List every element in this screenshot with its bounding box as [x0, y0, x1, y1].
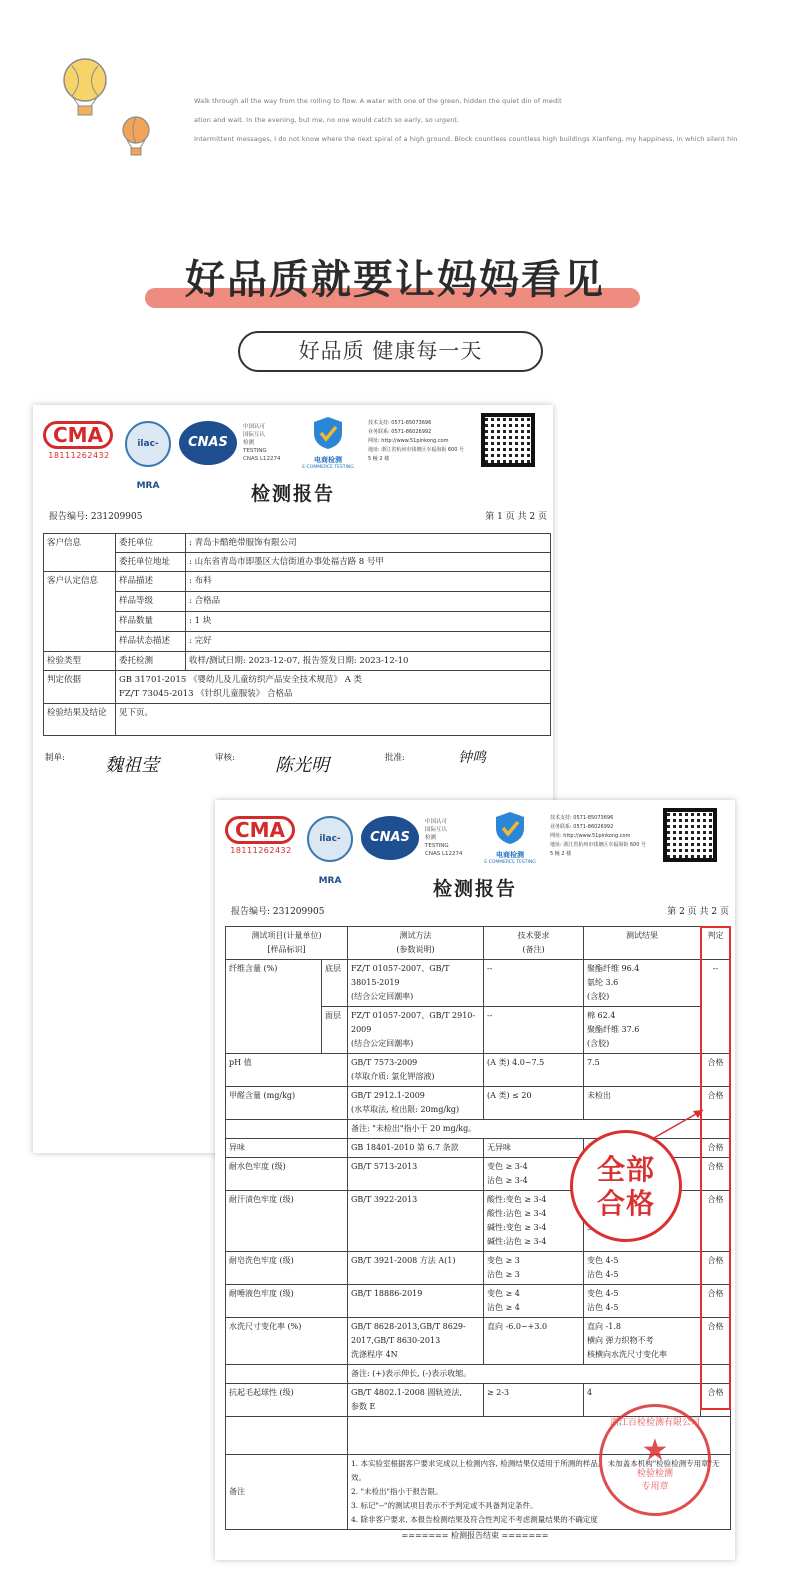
cert-line: TESTING [243, 448, 267, 454]
contact-line: 5 幢 2 楼 [368, 456, 390, 462]
header-result: 测试结果 [584, 927, 701, 960]
contact-line: 地址: 浙江省杭州市钱塘区幸福海街 600 号 [550, 842, 646, 848]
row-method: FZ/T 01057-2007、GB/T 2910-2009 (结合公定回潮率) [348, 1007, 484, 1054]
row-req: 直向 -6.0~+3.0 [484, 1318, 584, 1365]
cell-value: : 青岛卡酷绝带服饰有限公司 [186, 534, 551, 553]
contact-line: 技术支持: 0571-85073696 [368, 420, 432, 426]
shield-check-icon [311, 415, 345, 451]
badge-line: 全部 [596, 1153, 655, 1186]
ilac-mra-logo: ilac-MRA [307, 816, 353, 862]
row-note: 备注: "未检出"指小于 20 mg/kg。 [348, 1120, 701, 1139]
cell-value: 见下页。 [116, 704, 551, 736]
cell-label: 委托单位地址 [116, 553, 186, 572]
cert-line: CNAS L12274 [243, 456, 281, 462]
page-number: 第 2 页 共 2 页 [667, 907, 729, 917]
row-item: 耐唾液色牢度 (级) [226, 1285, 348, 1318]
cell-label: 检验类型 [44, 652, 116, 671]
cma-logo-text: CMA [225, 816, 295, 844]
approve-signature: 钟鸣 [458, 750, 486, 766]
row-req: 变色 ≥ 3-4 沾色 ≥ 3-4 [484, 1158, 584, 1191]
all-pass-badge [570, 1130, 682, 1242]
contact-info [550, 814, 646, 859]
report-number: 报告编号: 231209905 [231, 907, 325, 917]
contact-line: 网址: http://www.51pinkong.com [368, 438, 449, 444]
header-requirement: 技术要求 (备注) [484, 927, 584, 960]
shield-check-icon [493, 810, 527, 846]
cell-label: 样品描述 [116, 572, 186, 592]
cnas-logo: CNAS [179, 421, 237, 465]
sample-state: 完好 [194, 636, 212, 646]
row-result: 直向 -1.8 横向 弹力织物不考 核横向水洗尺寸变化率 [584, 1318, 701, 1365]
contact-line: 业务联系: 0571-86026992 [550, 824, 614, 830]
row-item: 耐水色牢度 (级) [226, 1158, 348, 1191]
cell-value: : 山东省青岛市即墨区大信街道办事处福吉路 8 号甲 [186, 553, 551, 572]
note-line: 1. 本实验室根据客户要求完成以上检测内容, 检测结果仅适用于所测的样品。 未加盖本机构"检验检测专用章"无效。 [351, 1459, 720, 1482]
row-judge: 合格 [701, 1191, 731, 1252]
row-method: GB/T 2912.1-2009 (水萃取法, 检出限: 20mg/kg) [348, 1087, 484, 1120]
ilac-mra-logo: ilac-MRA [125, 421, 171, 467]
logo-row [225, 808, 725, 886]
row-judge: 合格 [701, 1054, 731, 1087]
row-req: (A 类) 4.0~7.5 [484, 1054, 584, 1087]
slogan-pill: 好品质 健康每一天 [238, 331, 543, 372]
row-item: 异味 [226, 1139, 348, 1158]
cell-value [116, 671, 551, 704]
intro-paragraph [194, 92, 754, 149]
row-item: 纤维含量 (%) [226, 960, 322, 1054]
logo-row [43, 413, 543, 491]
cert-line: 中国认可 [243, 424, 266, 430]
header-item: 测试项目(计量单位) [样品标识] [226, 927, 348, 960]
cma-number: 18111262432 [48, 451, 110, 460]
contact-info [368, 419, 464, 464]
notes-label-cell [226, 1417, 348, 1455]
note-line: 4. 除非客户要求, 本报告检测结果及符合性判定不考虑测量结果的不确定度 [351, 1515, 598, 1524]
row-item [226, 1120, 348, 1139]
headline-block [0, 248, 790, 318]
row-method: GB 18401-2010 第 6.7 条款 [348, 1139, 484, 1158]
shield-sub: E-COMMERCE TESTING [302, 465, 354, 470]
maker-signature: 魏祖莹 [105, 755, 159, 776]
report-title: 检测报告 [250, 483, 335, 505]
table-row [226, 1054, 731, 1087]
seal-ring-text: 浙江百检检测有限公司 [609, 1418, 700, 1428]
cnas-logo: CNAS [361, 816, 419, 860]
client-unit: 青岛卡酷绝带服饰有限公司 [194, 538, 297, 548]
row-req: 酸性:变色 ≥ 3-4 酸性:沾色 ≥ 3-4 碱性:变色 ≥ 3-4 碱性:沾色 ≥ 3-4 [484, 1191, 584, 1252]
cma-logo-text: CMA [43, 421, 113, 449]
row-result: 未检出 [584, 1087, 701, 1120]
row-result: 7.5 [584, 1054, 701, 1087]
cell-value: : 1 块 [186, 612, 551, 632]
row-req: 无异味 [484, 1139, 584, 1158]
intro-line: Intermittent messages, I do not know where the next spiral of a high ground. Block countless countless high buildings Xianfeng, my happiness, in which silent hin [194, 135, 738, 143]
contact-line: 地址: 浙江省杭州市钱塘区幸福海街 600 号 [368, 447, 464, 453]
row-req: (A 类) ≤ 20 [484, 1087, 584, 1120]
report-info-table [43, 533, 551, 736]
basis-line: GB 31701-2015 《婴幼儿及儿童纺织产品安全技术规范》 A 类 [119, 675, 363, 685]
cell-value: : 合格品 [186, 592, 551, 612]
signature-row [43, 743, 543, 776]
row-item: 耐皂洗色牢度 (级) [226, 1252, 348, 1285]
cell-value: : 布料 [186, 572, 551, 592]
row-req: 变色 ≥ 4 沾色 ≥ 4 [484, 1285, 584, 1318]
row-item: 水洗尺寸变化率 (%) [226, 1318, 348, 1365]
report-title: 检测报告 [432, 878, 517, 900]
intro-line: ation and wait. In the evening, but me, no one would catch so early, so urgent. [194, 116, 460, 124]
row-method: GB/T 3921-2008 方法 A(1) [348, 1252, 484, 1285]
cell-label: 检验结果及结论 [44, 704, 116, 736]
row-item [226, 1365, 348, 1384]
note-line: 2. "未检出"指小于报告限。 [351, 1487, 443, 1496]
badge-line: 合格 [596, 1187, 655, 1220]
cell-label: 样品数量 [116, 612, 186, 632]
row-item: 耐汗渍色牢度 (级) [226, 1191, 348, 1252]
qr-code-icon [663, 808, 717, 862]
sample-grade: 合格品 [194, 596, 221, 606]
shield-sub: E-COMMERCE TESTING [484, 860, 536, 865]
headline: 好品质就要让妈妈看见 [185, 257, 605, 303]
cell-label: 样品状态描述 [116, 632, 186, 652]
cert-line: 检测 [425, 835, 437, 841]
table-row [226, 1318, 731, 1365]
header-method: 测试方法 (参数说明) [348, 927, 484, 960]
row-note: 备注: (+)表示伸长, (-)表示收缩。 [348, 1365, 701, 1384]
row-result: 棉 62.4 聚酯纤维 37.6 (含胶) [584, 1007, 701, 1054]
row-judge: 合格 [701, 1318, 731, 1365]
cma-logo [43, 421, 115, 461]
cell-label: 客户认定信息 [44, 572, 116, 652]
sample-desc: 布料 [194, 576, 212, 586]
row-method: GB/T 8628-2013,GB/T 8629-2017,GB/T 8630-2013 洗涤程序 4N [348, 1318, 484, 1365]
row-judge: 合格 [701, 1384, 731, 1417]
basis-line: FZ/T 73045-2013 《针织儿童服装》 合格品 [119, 689, 293, 699]
row-judge: 合格 [701, 1285, 731, 1318]
intro-line: Walk through all the way from the rolling to flow. A water with one of the green, hidden the quiet din of medit [194, 97, 562, 105]
row-result: 变色 4-5 沾色 4-5 [584, 1252, 701, 1285]
ecommerce-testing-logo [480, 810, 540, 866]
table-row [226, 1365, 731, 1384]
header-judge: 判定 [701, 927, 731, 960]
row-sublabel: 底层 [322, 960, 348, 1007]
balloon-large-icon [60, 58, 110, 120]
shield-label: 电商检测 [314, 456, 342, 464]
cell-label: 样品等级 [116, 592, 186, 612]
note-line: 3. 标记"--"的测试项目表示不予判定或不具备判定条件。 [351, 1501, 538, 1510]
row-method: GB/T 18886-2019 [348, 1285, 484, 1318]
report-page-2 [215, 800, 735, 1560]
row-method: GB/T 7573-2009 (萃取介质: 氯化钾溶液) [348, 1054, 484, 1087]
row-requirement: -- [484, 960, 584, 1007]
page-number: 第 1 页 共 2 页 [485, 512, 547, 522]
row-judge: 合格 [701, 1139, 731, 1158]
cert-line: 国际互认 [243, 432, 266, 438]
cell-label: 客户信息 [44, 534, 116, 572]
star-icon: ★ [641, 1433, 669, 1468]
review-signature: 陈光明 [275, 755, 329, 776]
seal-center-text: 检验检测 专用章 [636, 1469, 673, 1492]
row-result: 聚酯纤维 96.4 氨纶 3.6 (含胶) [584, 960, 701, 1007]
row-method: GB/T 5713-2013 [348, 1158, 484, 1191]
official-seal [599, 1404, 711, 1516]
client-address: 山东省青岛市即墨区大信街道办事处福吉路 8 号甲 [194, 557, 384, 567]
row-judge: 合格 [701, 1158, 731, 1191]
notes-label: 备注 [226, 1455, 348, 1530]
shield-label: 电商检测 [496, 851, 524, 859]
cell-value: : 完好 [186, 632, 551, 652]
row-item: 抗起毛起球性 (级) [226, 1384, 348, 1417]
row-sublabel: 面层 [322, 1007, 348, 1054]
row-judge: 合格 [701, 1252, 731, 1285]
review-label: 审核: [215, 753, 235, 763]
row-method: GB/T 4802.1-2008 圆轨迹法, 参数 E [348, 1384, 484, 1417]
ecommerce-testing-logo [298, 415, 358, 471]
cert-line: TESTING [425, 843, 449, 849]
cert-text [425, 818, 463, 858]
contact-line: 业务联系: 0571-86026992 [368, 429, 432, 435]
report-number: 报告编号: 231209905 [49, 512, 143, 522]
cert-line: CNAS L12274 [425, 851, 463, 857]
row-result: 变色 4-5 沾色 4-5 [584, 1285, 701, 1318]
row-method: GB/T 3922-2013 [348, 1191, 484, 1252]
sample-qty: 1 块 [194, 616, 212, 626]
cert-line: 中国认可 [425, 819, 448, 825]
row-item: 甲醛含量 (mg/kg) [226, 1087, 348, 1120]
contact-line: 网址: http://www.51pinkong.com [550, 833, 631, 839]
cell-label: 判定依据 [44, 671, 116, 704]
row-item: pH 值 [226, 1054, 348, 1087]
qr-code-icon [481, 413, 535, 467]
row-judge: 合格 [701, 1087, 731, 1120]
cell-value: 收样/测试日期: 2023-12-07, 报告签发日期: 2023-12-10 [186, 652, 551, 671]
row-requirement: -- [484, 1007, 584, 1054]
balloon-small-icon [120, 116, 152, 158]
row-method: FZ/T 01057-2007、GB/T 38015-2019 (结合公定回潮率) [348, 960, 484, 1007]
judge-column-highlight [700, 926, 731, 1410]
report-end: ======= 检测报告结束 ======= [401, 1531, 549, 1540]
approve-label: 批准: [385, 753, 405, 763]
cert-line: 检测 [243, 440, 255, 446]
cert-line: 国际互认 [425, 827, 448, 833]
row-result: 4 [584, 1384, 701, 1417]
row-judge: -- [701, 960, 731, 1054]
contact-line: 5 幢 2 楼 [550, 851, 572, 857]
row-req: ≥ 2-3 [484, 1384, 584, 1417]
cma-logo [225, 816, 297, 856]
contact-line: 技术支持: 0571-85073696 [550, 815, 614, 821]
maker-label: 制单: [45, 753, 65, 763]
table-row [226, 1285, 731, 1318]
table-row [226, 1252, 731, 1285]
cert-text [243, 423, 281, 463]
cma-number: 18111262432 [230, 846, 292, 855]
cell-value: 委托检测 [116, 652, 186, 671]
cell-label: 委托单位 [116, 534, 186, 553]
row-req: 变色 ≥ 3 沾色 ≥ 3 [484, 1252, 584, 1285]
